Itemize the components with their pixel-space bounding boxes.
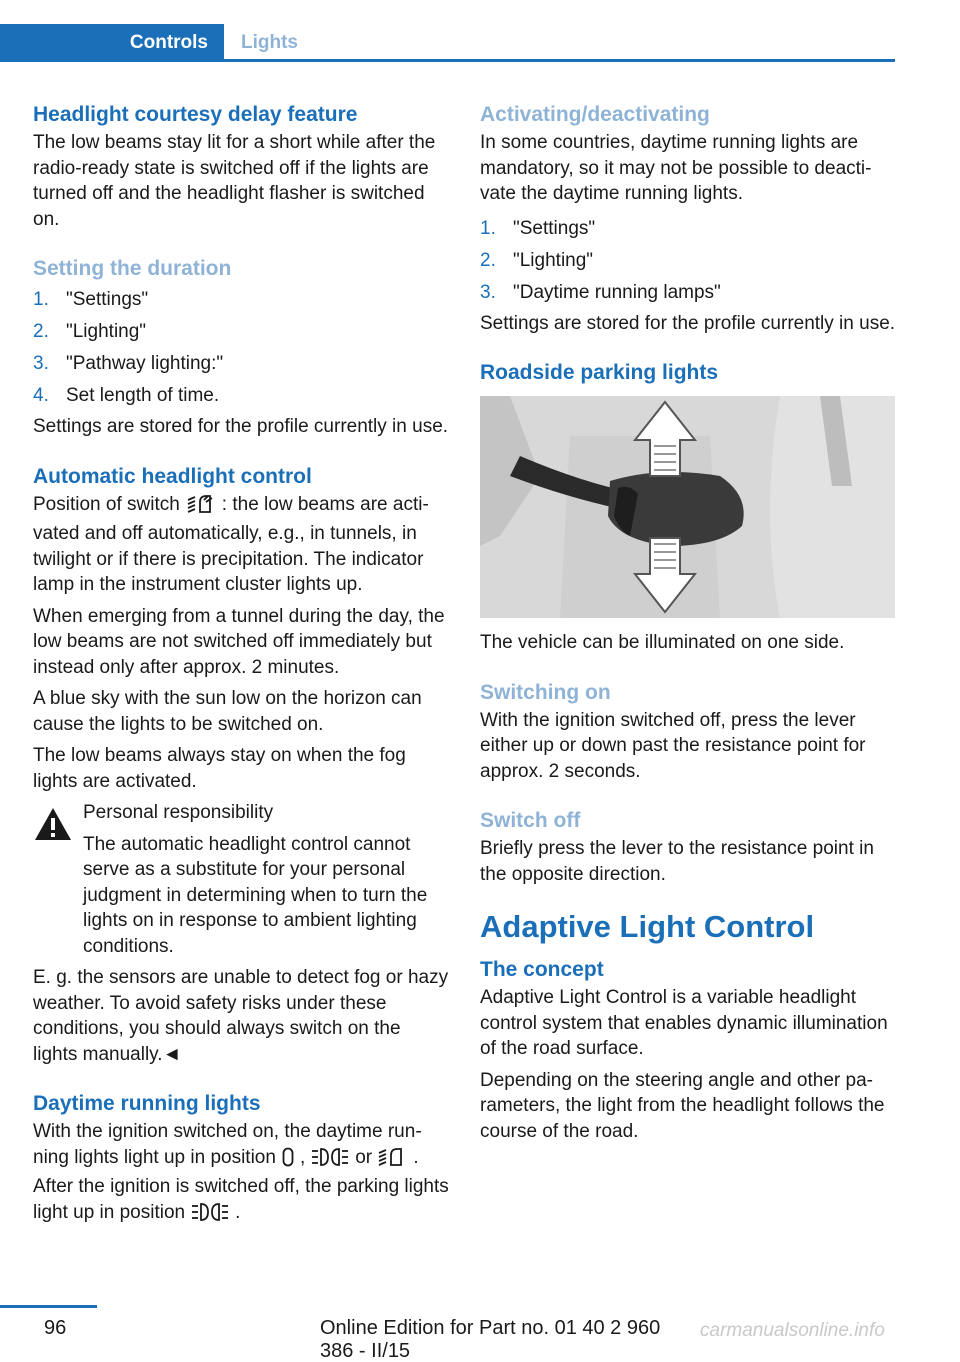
switch-on-heading: Switching on xyxy=(480,680,611,704)
courtesy-heading: Headlight courtesy delay feature xyxy=(33,103,358,126)
list-item: 1. "Settings" xyxy=(33,289,149,310)
warning-icon xyxy=(33,806,73,842)
drl-heading: Daytime running lights xyxy=(33,1092,261,1115)
roadside-caption: The vehicle can be illuminated on one side. xyxy=(480,632,845,653)
auto-p4: The low beams always stay on when the fog lights are activated. xyxy=(33,745,406,792)
duration-steps xyxy=(33,284,449,412)
lever-illustration xyxy=(480,396,895,618)
list-item: 1. "Settings" xyxy=(480,217,596,239)
header-rule xyxy=(0,59,895,62)
page-header xyxy=(0,24,895,62)
drl-body: With the ignition switched on, the daytime running lights light up in position , or . After the ignition is switched off, the parking lights light up in position . xyxy=(33,1119,449,1229)
activating-heading: Activating/deactivating xyxy=(480,103,710,126)
alc-p2: Depending on the steering angle and other parameters, the light from the headlight follows the course of the road. xyxy=(480,1069,885,1142)
switch-off-heading: Switch off xyxy=(480,809,581,832)
switch-off-body: Briefly press the lever to the resistance point in the opposite direction. xyxy=(480,838,874,885)
switch-on-body: With the ignition switched off, press the lever either up or down past the resistance point for approx. 2 seconds. xyxy=(480,709,866,782)
alc-heading: Adaptive Light Control xyxy=(480,909,815,944)
list-item: 2. "Lighting" xyxy=(33,321,147,342)
list-item: 2. "Lighting" xyxy=(480,249,594,271)
auto-p2: When emerging from a tunnel during the day, the low beams are not switched off immediately but instead only after approx. 2 minutes. xyxy=(33,605,445,678)
parking-lights-icon xyxy=(191,1202,229,1230)
left-column xyxy=(33,100,449,1235)
concept-heading: The concept xyxy=(480,958,604,981)
warning-title: Personal responsibility xyxy=(83,802,274,823)
warning-block xyxy=(33,800,449,959)
page-number: 96 xyxy=(44,1317,67,1339)
duration-note: Settings are stored for the profile currently in use. xyxy=(33,416,449,437)
auto-headlight-icon xyxy=(377,1147,407,1175)
auto-p1: Position of switch : the low beams are activated and off automatically, e.g., in tunnels, in twilight or if there is precipitation. The indicator lamp in the instrument cluster lights up. xyxy=(33,493,429,595)
tab-lights[interactable]: Lights xyxy=(241,32,298,53)
auto-p3: A blue sky with the sun low on the horizon can cause the lights to be switched on. xyxy=(33,688,422,735)
watermark: carmanualsonline.info xyxy=(700,1320,885,1341)
roadside-heading: Roadside parking lights xyxy=(480,361,719,384)
activating-note: Settings are stored for the profile currently in use. xyxy=(480,312,896,334)
activating-steps xyxy=(480,213,896,309)
off-position-icon xyxy=(282,1147,294,1175)
courtesy-body: The low beams stay lit for a short while after the radio-ready state is switched off if the lights are turned off and the headlight flasher is switched on. xyxy=(33,132,436,230)
auto-headlight-icon xyxy=(186,494,216,522)
edition-note: Online Edition for Part no. 01 40 2 960 386 - II/15 xyxy=(320,1317,661,1362)
auto-heading: Automatic headlight control xyxy=(33,464,312,488)
duration-heading: Setting the duration xyxy=(33,257,232,280)
activating-body: In some countries, daytime running lights are mandatory, so it may not be possible to deactivate the daytime running lights. xyxy=(480,132,872,204)
tab-controls[interactable]: Controls xyxy=(0,24,224,62)
list-item: 3. "Pathway lighting:" xyxy=(33,353,224,374)
list-item: 4. Set length of time. xyxy=(33,385,220,406)
warning-body-2: E. g. the sensors are unable to detect fog or hazy weather. To avoid safety risks under these conditions, you should always switch on the lights manually.◄ xyxy=(33,967,449,1065)
footer-rule xyxy=(0,1305,97,1308)
parking-lights-icon xyxy=(311,1147,349,1175)
list-item: 3. "Daytime running lamps" xyxy=(480,281,721,303)
warning-body: The automatic headlight control cannot serve as a substitute for your personal judgment in determining when to turn the lights on in response to ambient lighting conditions. xyxy=(83,833,428,957)
right-column xyxy=(480,100,896,1150)
alc-p1: Adaptive Light Control is a variable headlight control system that enables dynamic illumination of the road surface. xyxy=(480,987,888,1059)
